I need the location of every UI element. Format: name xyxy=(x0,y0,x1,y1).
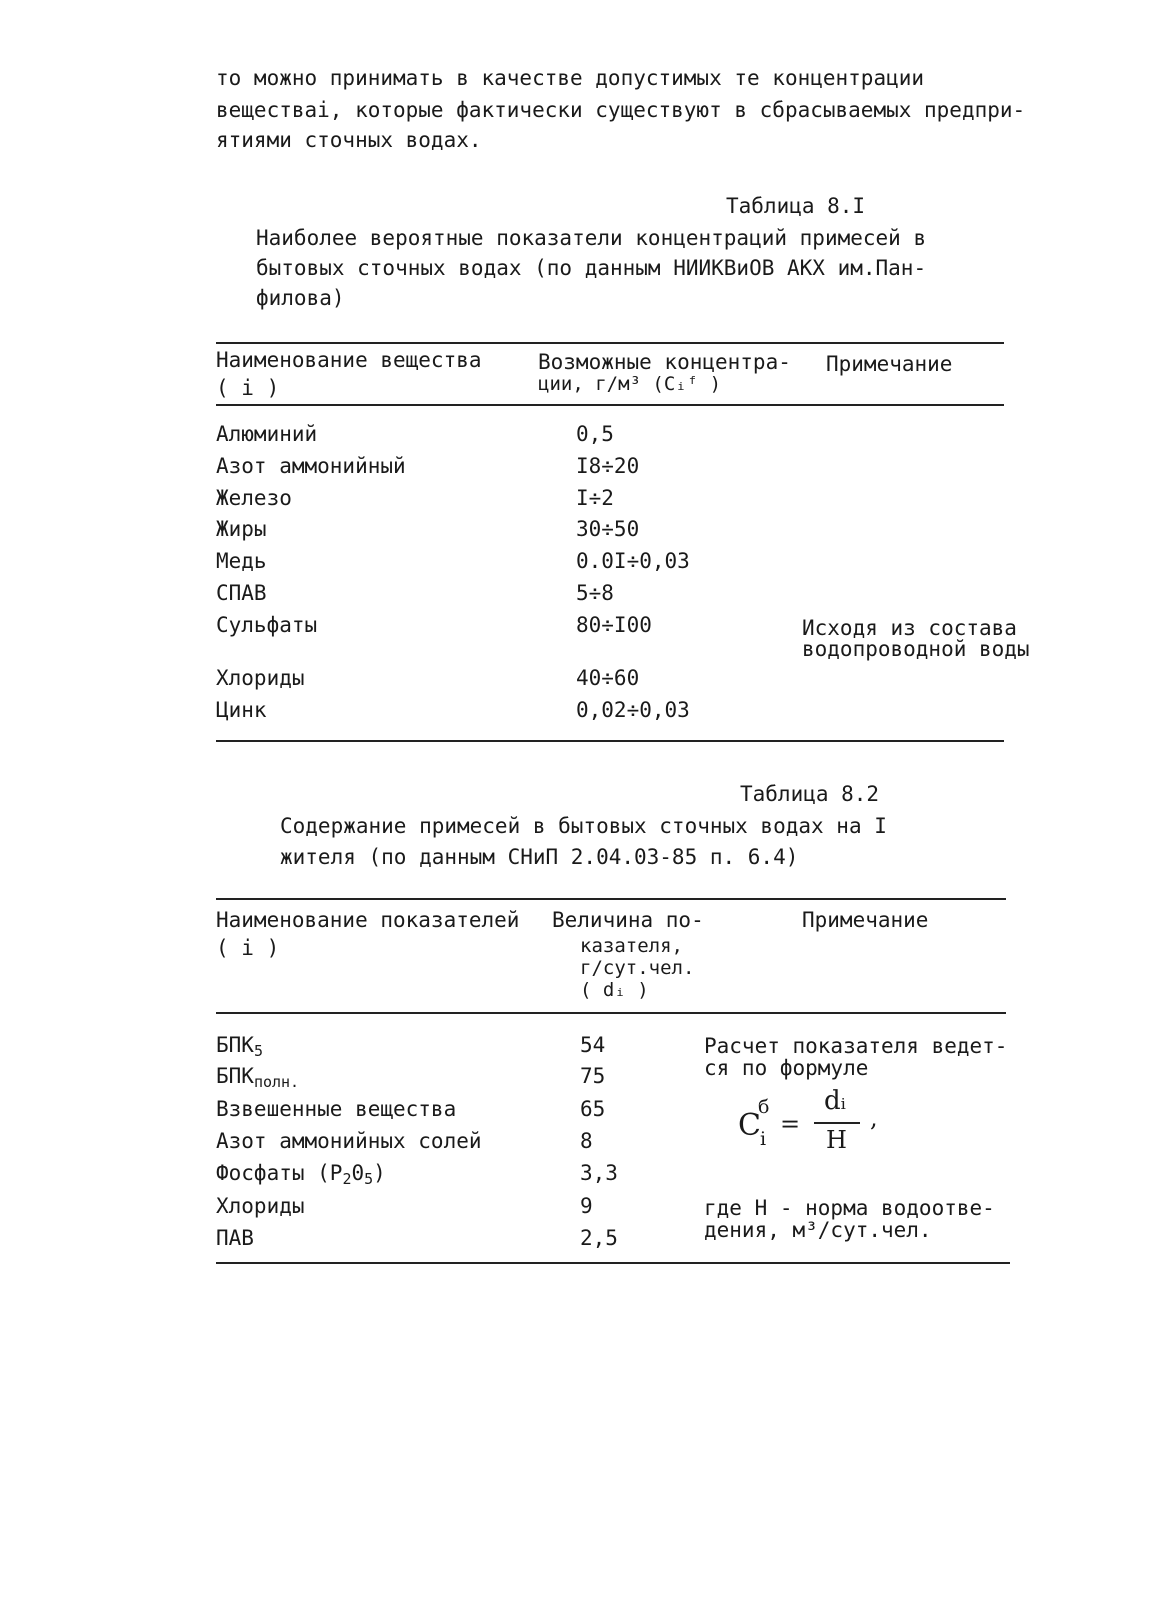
table2-header-rule xyxy=(216,1012,1006,1014)
table1-row-name: Хлориды xyxy=(216,666,305,690)
table1-row-value: 5÷8 xyxy=(576,581,614,605)
table1-row-note-2: водопроводной воды xyxy=(802,637,1030,661)
formula-sub: i xyxy=(760,1128,767,1150)
table2-header-value-1: Величина по- xyxy=(552,908,704,932)
table2-row-name: ПАВ xyxy=(216,1226,254,1250)
table1-top-rule xyxy=(216,342,1004,344)
table1-header-name-symbol: ( i ) xyxy=(216,376,280,400)
table1-caption-line-2: бытовых сточных водах (по данным НИИКВиОВ АКХ им.Пан- xyxy=(256,256,927,280)
table2-header-note: Примечание xyxy=(802,908,929,932)
formula-denominator: H xyxy=(826,1126,847,1154)
intro-line-3: ятиями сточных водах. xyxy=(216,128,482,152)
table1-header-concentration-2: ции, г/м³ (Cᵢᶠ ) xyxy=(538,373,722,395)
table2-caption-line-1: Содержание примесей в бытовых сточных водах на I xyxy=(280,814,887,838)
table1-row-name: Цинк xyxy=(216,698,267,722)
formula-numerator: dᵢ xyxy=(824,1086,846,1116)
table1-header-name: Наименование вещества xyxy=(216,348,482,372)
table2-note-line-2: ся по формуле xyxy=(704,1056,869,1080)
table1-header-note: Примечание xyxy=(826,352,953,376)
table1-caption-line-3: филова) xyxy=(256,286,345,310)
table2-note-where-1: где H - норма водоотве- xyxy=(704,1196,995,1220)
table2-row-value: 2,5 xyxy=(580,1226,618,1250)
table2-header-value-4: ( dᵢ ) xyxy=(580,979,649,1001)
table1-row-note-1: Исходя из состава xyxy=(802,616,1017,640)
table2-number: Таблица 8.2 xyxy=(740,782,880,806)
table2-row-name: $БПК_{полн.}$ xyxy=(216,1064,300,1091)
table1-row-name: Медь xyxy=(216,549,267,573)
table1-number: Таблица 8.I xyxy=(726,194,866,218)
table2-header-name: Наименование показателей xyxy=(216,908,520,932)
table2-header-value-3: г/сут.чел. xyxy=(580,957,695,979)
table1-row-value: 80÷I00 xyxy=(576,613,652,637)
table2-row-name: Хлориды xyxy=(216,1194,305,1218)
table1-caption-line-1: Наиболее вероятные показатели концентраций примесей в xyxy=(256,226,927,250)
table2-row-name: Фосфаты $(P_20_5)$ xyxy=(216,1161,386,1188)
table2-row-value: 9 xyxy=(580,1194,593,1218)
table1-bottom-rule xyxy=(216,740,1004,742)
table2-row-name: Азот аммонийных солей xyxy=(216,1129,482,1153)
table2-note-line-1: Расчет показателя ведет- xyxy=(704,1034,1008,1058)
table2-row-value: 75 xyxy=(580,1064,606,1088)
table2-row-name: $БПК_5$ xyxy=(216,1033,263,1060)
table1-row-name: Железо xyxy=(216,486,292,510)
table1-header-rule xyxy=(216,404,1004,406)
table2-header-name-symbol: ( i ) xyxy=(216,936,280,960)
table2-top-rule xyxy=(216,898,1006,900)
table2-bottom-rule xyxy=(216,1262,1010,1264)
table1-row-name: Алюминий xyxy=(216,422,318,446)
table1-row-value: 0,5 xyxy=(576,422,614,446)
table2-row-value: 8 xyxy=(580,1129,593,1153)
formula-lhs: C xyxy=(738,1108,761,1143)
table2-caption-line-2: жителя (по данным СНиП 2.04.03-85 п. 6.4) xyxy=(280,845,799,869)
formula-sup: б xyxy=(758,1096,770,1118)
table1-row-value: 40÷60 xyxy=(576,666,640,690)
table2-row-value: 65 xyxy=(580,1097,606,1121)
intro-line-2: веществаi, которые фактически существуют в сбрасываемых предпри- xyxy=(216,98,1026,122)
formula-fraction-bar xyxy=(814,1122,860,1124)
table2-row-name: Взвешенные вещества xyxy=(216,1097,457,1121)
formula-equals: = xyxy=(780,1110,801,1138)
table1-row-name: Жиры xyxy=(216,517,267,541)
table1-row-value: I÷2 xyxy=(576,486,614,510)
intro-line-1: то можно принимать в качестве допустимых те концентрации xyxy=(216,66,925,90)
table2-row-value: 3,3 xyxy=(580,1161,618,1185)
table2-header-value-2: казателя, xyxy=(580,935,683,957)
table1-row-name: СПАВ xyxy=(216,581,267,605)
table1-row-value: I8÷20 xyxy=(576,454,640,478)
table1-row-value: 0.0I÷0,03 xyxy=(576,549,690,573)
formula-comma: , xyxy=(870,1104,878,1132)
table1-row-name: Азот аммонийный xyxy=(216,454,406,478)
table1-row-value: 30÷50 xyxy=(576,517,640,541)
table1-header-concentration-1: Возможные концентра- xyxy=(538,350,791,374)
table1-row-name: Сульфаты xyxy=(216,613,318,637)
table2-note-where-2: дения, м³/сут.чел. xyxy=(704,1218,932,1242)
table1-row-value: 0,02÷0,03 xyxy=(576,698,690,722)
table2-row-value: 54 xyxy=(580,1033,606,1057)
